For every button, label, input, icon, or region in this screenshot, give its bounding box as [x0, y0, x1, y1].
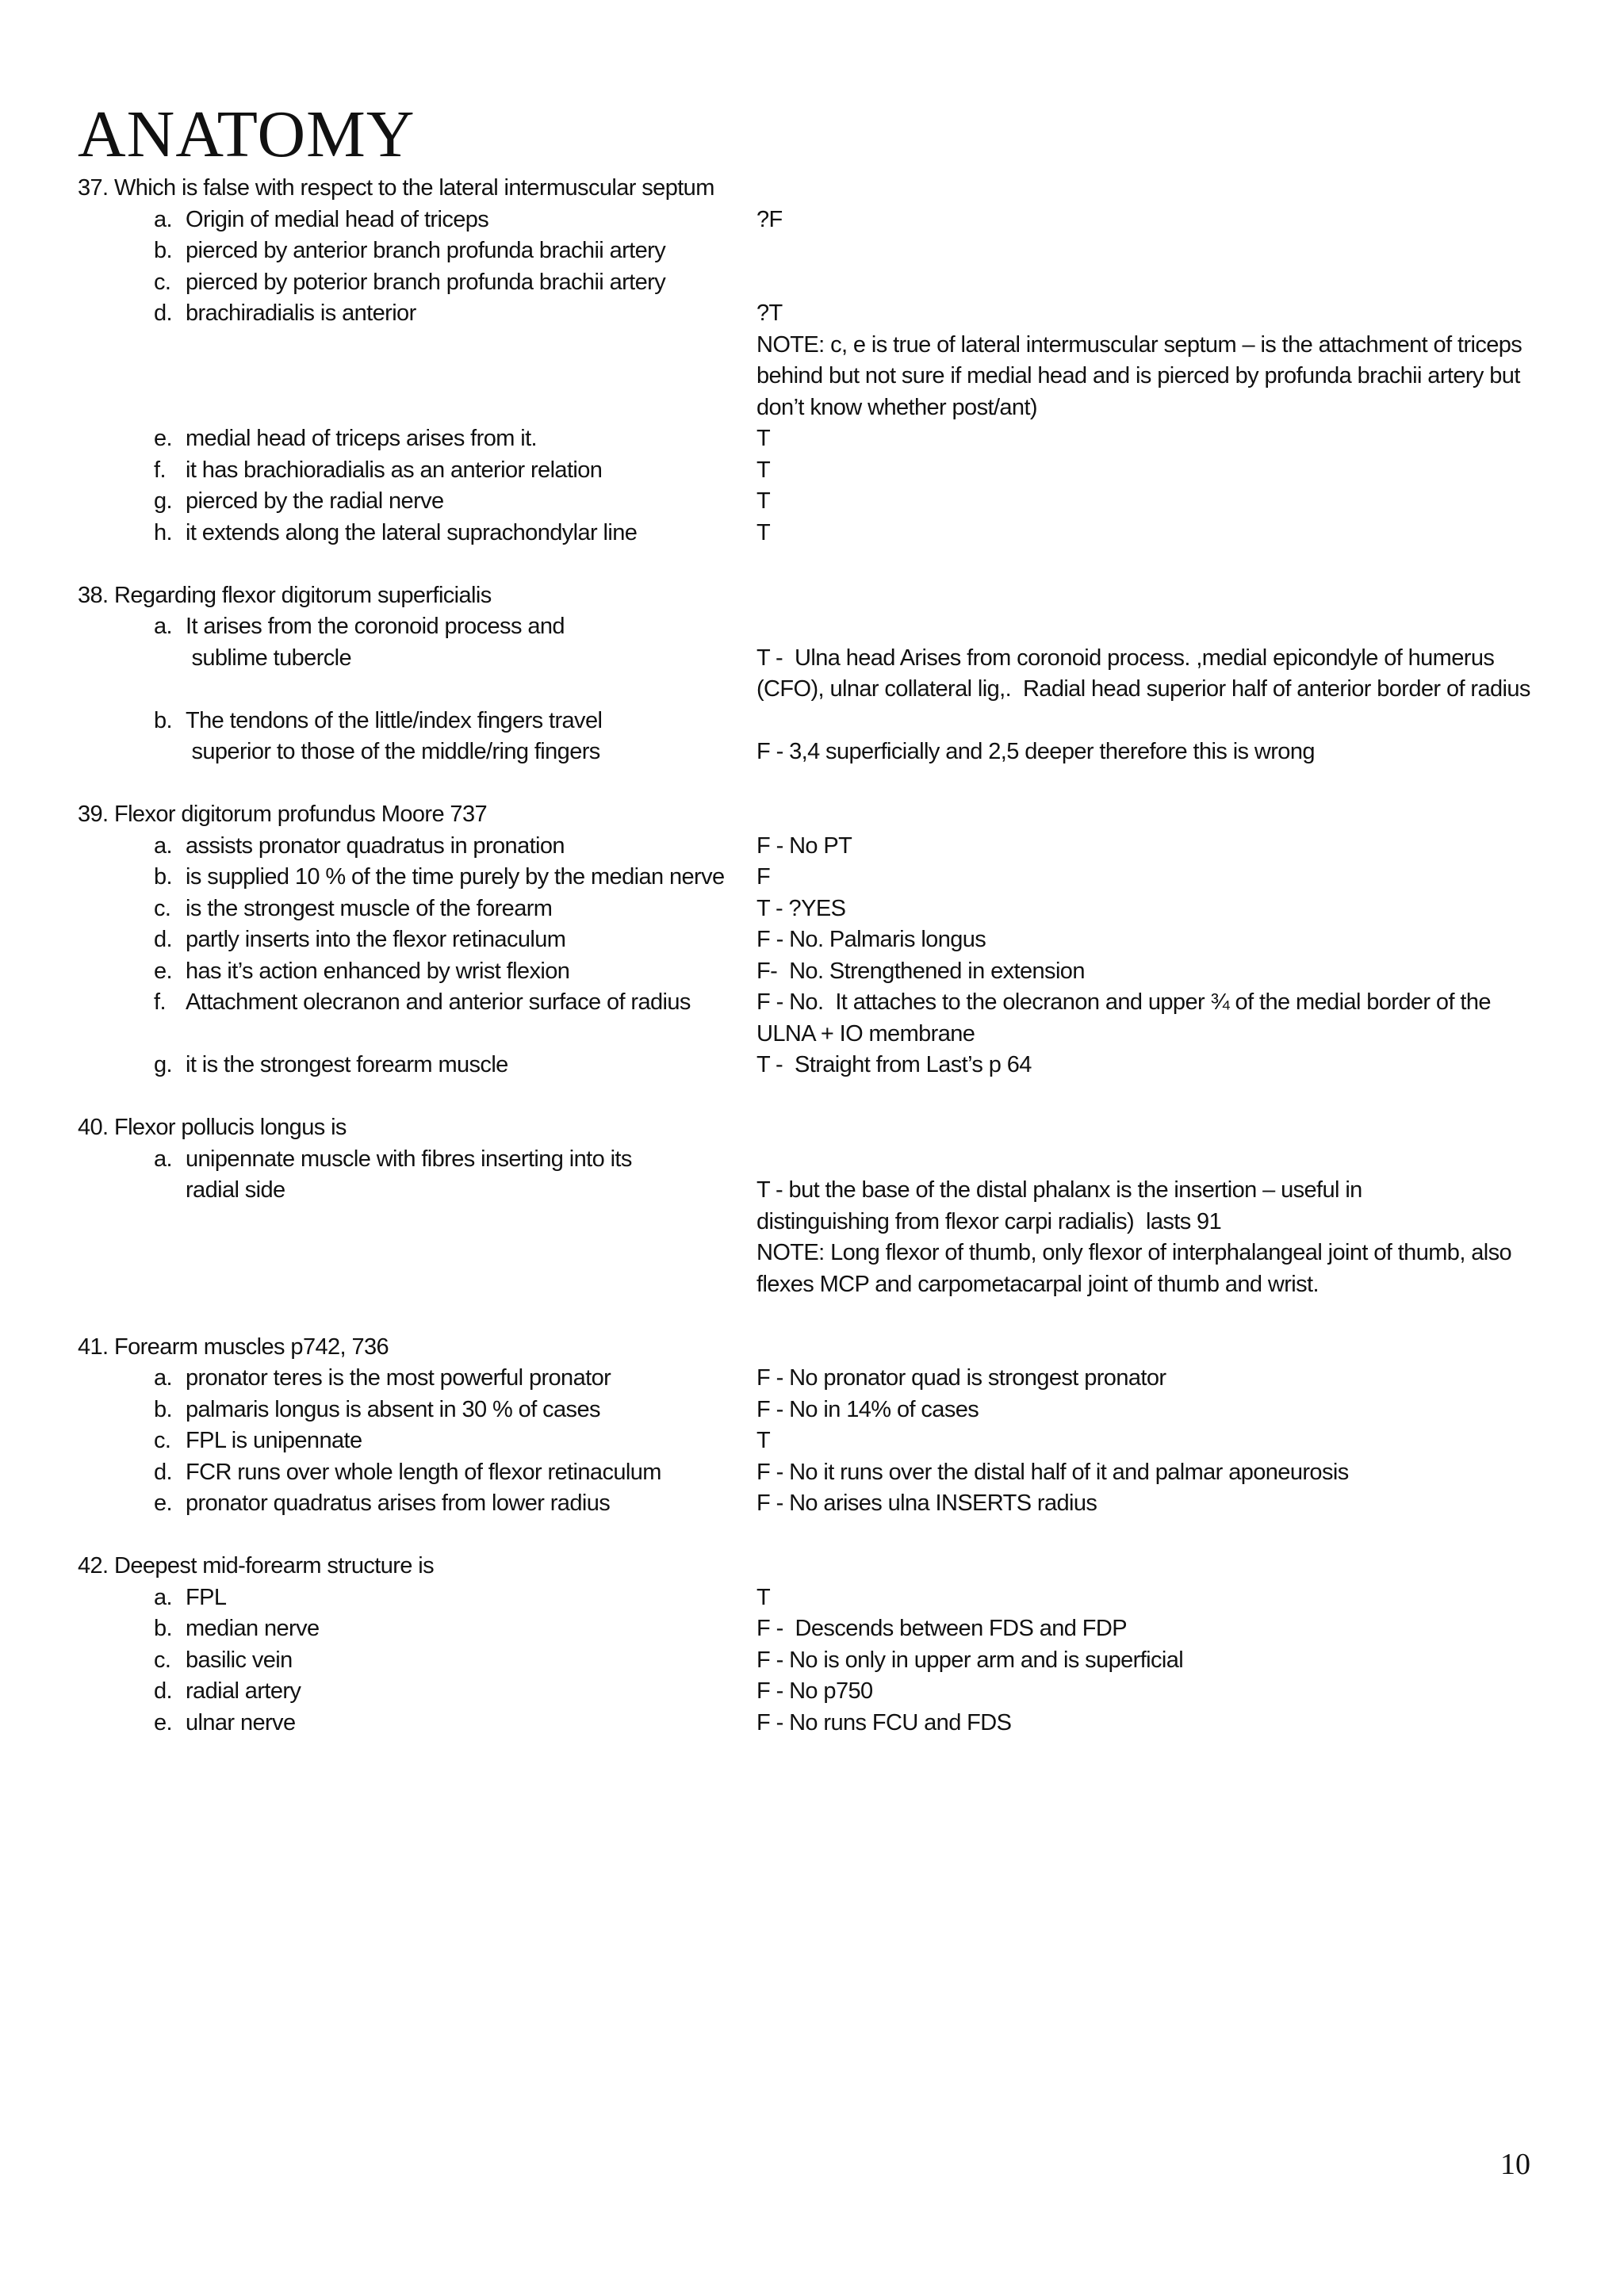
option-letter: [154, 330, 186, 362]
option-answer: T: [756, 457, 771, 483]
option-answer: T: [756, 519, 771, 545]
option-text: pierced by anterior branch profunda brachii artery: [186, 238, 666, 263]
option-letter: e.: [154, 1490, 172, 1516]
option-question: [78, 1144, 756, 1176]
option-letter: d.: [154, 300, 172, 326]
option-row: [78, 956, 1568, 988]
option-letter: h.: [154, 519, 172, 545]
option-row: [78, 205, 1568, 236]
option-letter: [154, 643, 186, 675]
option-letter: a.: [154, 1365, 172, 1391]
question-title: 41. Forearm muscles p742, 736: [78, 1334, 389, 1360]
option-letter: c.: [154, 895, 171, 921]
option-question: [78, 1175, 756, 1207]
option-row: [78, 298, 1568, 330]
option-answer: ?F: [756, 206, 783, 232]
option-question: [78, 1457, 756, 1489]
option-answer: F: [756, 864, 771, 890]
option-question: [78, 1582, 756, 1614]
option-row: [78, 1708, 1568, 1739]
page-heading: ANATOMY: [78, 98, 416, 171]
option-question: [78, 1207, 756, 1238]
option-question: [78, 1019, 756, 1050]
option-text: assists pronator quadratus in pronation: [186, 832, 565, 859]
option-row: [78, 1269, 1568, 1301]
option-answer: distinguishing from flexor carpi radialis) lasts 91: [756, 1208, 1222, 1234]
option-row: [78, 1645, 1568, 1677]
option-letter: d.: [154, 927, 172, 952]
option-question: [78, 706, 756, 737]
option-row: [78, 1175, 1568, 1207]
question-title: 42. Deepest mid-forearm structure is: [78, 1553, 435, 1578]
option-row: [78, 1395, 1568, 1426]
option-row: [78, 1488, 1568, 1520]
option-letter: [154, 737, 186, 768]
option-question: [78, 831, 756, 863]
option-row: [78, 831, 1568, 863]
option-answer: T: [756, 426, 771, 451]
option-answer: F - 3,4 superficially and 2,5 deeper therefore this is wrong: [756, 739, 1315, 764]
option-question: [78, 862, 756, 894]
option-letter: [154, 1019, 186, 1050]
question-block: [78, 799, 1568, 1081]
option-question: [78, 643, 756, 675]
option-answer: F - No p750: [756, 1678, 873, 1704]
option-text: pierced by poterior branch profunda brachii artery: [186, 269, 666, 295]
option-question: [78, 987, 756, 1019]
option-letter: g.: [154, 488, 172, 514]
option-question: [78, 267, 756, 299]
option-text: medial head of triceps arises from it.: [186, 426, 537, 451]
option-text: it extends along the lateral suprachondylar line: [186, 519, 638, 545]
option-row: [78, 894, 1568, 925]
option-text: radial side: [186, 1177, 285, 1203]
option-letter: a.: [154, 614, 172, 639]
option-question: [78, 1676, 756, 1708]
option-letter: a.: [154, 832, 172, 859]
option-text: is the strongest muscle of the forearm: [186, 895, 553, 921]
option-row: [78, 987, 1568, 1019]
option-letter: c.: [154, 1647, 171, 1673]
option-answer: F - No. Palmaris longus: [756, 927, 986, 952]
question-block: [78, 1112, 1568, 1300]
question-list: [78, 173, 1568, 1770]
option-row: [78, 518, 1568, 549]
option-text: palmaris longus is absent in 30 % of cases: [186, 1396, 600, 1422]
option-answer: flexes MCP and carpometacarpal joint of thumb and wrist.: [756, 1271, 1319, 1297]
option-text: pronator teres is the most powerful pronator: [186, 1365, 611, 1391]
option-answer: [756, 611, 1565, 643]
option-row: [78, 330, 1568, 362]
option-row: [78, 643, 1568, 675]
option-letter: e.: [154, 1709, 172, 1735]
option-answer: don’t know whether post/ant): [756, 394, 1037, 420]
option-question: [78, 205, 756, 236]
option-question: [78, 392, 756, 424]
option-row: [78, 611, 1568, 643]
option-letter: [154, 1269, 186, 1301]
option-letter: a.: [154, 1584, 172, 1610]
option-row: [78, 1050, 1568, 1081]
option-letter: e.: [154, 426, 172, 451]
option-letter: b.: [154, 1616, 172, 1641]
option-letter: [154, 1207, 186, 1238]
option-row: [78, 455, 1568, 487]
option-answer: T - Straight from Last’s p 64: [756, 1052, 1032, 1077]
option-text: FPL is unipennate: [186, 1428, 362, 1453]
option-text: it has brachioradialis as an anterior relation: [186, 457, 603, 483]
question-block: [78, 1551, 1568, 1739]
option-text: median nerve: [186, 1616, 320, 1641]
option-row: [78, 392, 1568, 424]
option-question: [78, 330, 756, 362]
option-letter: d.: [154, 1459, 172, 1485]
option-question: [78, 737, 756, 768]
option-answer: [756, 706, 1565, 737]
question-title: 37. Which is false with respect to the lateral intermuscular septum: [78, 175, 714, 201]
option-answer: [756, 1144, 1565, 1176]
option-row: [78, 1363, 1568, 1395]
option-text: unipennate muscle with fibres inserting into its: [186, 1146, 632, 1172]
question-block: [78, 173, 1568, 549]
option-answer: F - No is only in upper arm and is superficial: [756, 1647, 1184, 1673]
option-letter: [154, 361, 186, 392]
option-question: [78, 1269, 756, 1301]
option-row: [78, 267, 1568, 299]
option-text: brachiradialis is anterior: [186, 300, 416, 326]
option-text: pierced by the radial nerve: [186, 488, 444, 514]
option-answer: ULNA + IO membrane: [756, 1020, 975, 1047]
option-answer: T - ?YES: [756, 895, 846, 921]
option-row: [78, 1207, 1568, 1238]
option-answer: F- No. Strengthened in extension: [756, 958, 1085, 984]
question-block: [78, 1332, 1568, 1520]
option-row: [78, 1425, 1568, 1457]
option-question: [78, 956, 756, 988]
option-letter: [154, 674, 186, 706]
question-title: 38. Regarding flexor digitorum superficialis: [78, 582, 492, 608]
option-question: [78, 361, 756, 392]
option-question: [78, 455, 756, 487]
option-text: Attachment olecranon and anterior surface of radius: [186, 989, 691, 1015]
option-answer: F - No PT: [756, 832, 852, 859]
option-question: [78, 1613, 756, 1645]
option-text: is supplied 10 % of the time purely by the median nerve: [186, 864, 725, 890]
option-text: sublime tubercle: [186, 645, 352, 671]
option-text: partly inserts into the flexor retinaculum: [186, 927, 566, 952]
option-answer: F - No runs FCU and FDS: [756, 1709, 1012, 1735]
option-text: The tendons of the little/index fingers travel: [186, 707, 603, 733]
question-title: 39. Flexor digitorum profundus Moore 737: [78, 802, 488, 827]
option-row: [78, 1144, 1568, 1176]
option-question: [78, 1425, 756, 1457]
option-row: [78, 1613, 1568, 1645]
option-answer: NOTE: c, e is true of lateral intermuscular septum – is the attachment of triceps: [756, 331, 1522, 358]
option-letter: [154, 1238, 186, 1269]
option-letter: f.: [154, 989, 166, 1015]
option-letter: c.: [154, 269, 171, 295]
option-row: [78, 1238, 1568, 1269]
option-answer: T - but the base of the distal phalanx is the insertion – useful in: [756, 1177, 1362, 1203]
option-letter: g.: [154, 1052, 172, 1077]
option-text: radial artery: [186, 1678, 301, 1704]
option-row: [78, 1676, 1568, 1708]
option-answer: NOTE: Long flexor of thumb, only flexor of interphalangeal joint of thumb, also: [756, 1240, 1512, 1265]
option-letter: e.: [154, 958, 172, 984]
option-answer: F - No pronator quad is strongest pronator: [756, 1365, 1166, 1391]
option-row: [78, 1457, 1568, 1489]
option-question: [78, 924, 756, 956]
option-text: FCR runs over whole length of flexor retinaculum: [186, 1459, 661, 1485]
option-question: [78, 674, 756, 706]
option-question: [78, 1645, 756, 1677]
option-row: [78, 924, 1568, 956]
option-letter: d.: [154, 1678, 172, 1704]
option-answer: [756, 267, 1565, 299]
option-question: [78, 1488, 756, 1520]
option-row: [78, 674, 1568, 706]
option-question: [78, 1238, 756, 1269]
option-answer: F - Descends between FDS and FDP: [756, 1616, 1127, 1641]
option-answer: [756, 235, 1565, 267]
option-answer: F - No. It attaches to the olecranon and upper ¾ of the medial border of the: [756, 989, 1491, 1015]
option-question: [78, 611, 756, 643]
option-answer: T: [756, 488, 771, 514]
option-text: has it’s action enhanced by wrist flexion: [186, 958, 570, 984]
option-answer: T - Ulna head Arises from coronoid process. ,medial epicondyle of humerus: [756, 645, 1495, 671]
option-answer: F - No arises ulna INSERTS radius: [756, 1490, 1097, 1516]
option-text: It arises from the coronoid process and: [186, 614, 565, 639]
option-row: [78, 361, 1568, 392]
option-question: [78, 235, 756, 267]
option-text: ulnar nerve: [186, 1709, 296, 1735]
option-letter: b.: [154, 238, 172, 263]
option-row: [78, 486, 1568, 518]
option-letter: f.: [154, 457, 166, 483]
page-number: 10: [1500, 2148, 1530, 2181]
option-question: [78, 1708, 756, 1739]
option-answer: ?T: [756, 300, 783, 326]
question-block: [78, 580, 1568, 768]
option-letter: a.: [154, 206, 172, 232]
option-answer: F - No it runs over the distal half of it and palmar aponeurosis: [756, 1459, 1349, 1485]
option-question: [78, 894, 756, 925]
option-text: it is the strongest forearm muscle: [186, 1052, 508, 1077]
option-question: [78, 1395, 756, 1426]
option-question: [78, 486, 756, 518]
option-row: [78, 423, 1568, 455]
option-row: [78, 862, 1568, 894]
option-row: [78, 1582, 1568, 1614]
option-question: [78, 423, 756, 455]
option-text: Origin of medial head of triceps: [186, 206, 489, 232]
option-question: [78, 1363, 756, 1395]
option-letter: [154, 392, 186, 424]
option-letter: b.: [154, 864, 172, 890]
option-question: [78, 298, 756, 330]
option-row: [78, 706, 1568, 737]
option-letter: b.: [154, 707, 172, 733]
option-question: [78, 518, 756, 549]
option-row: [78, 235, 1568, 267]
option-letter: a.: [154, 1146, 172, 1172]
option-row: [78, 737, 1568, 768]
option-text: superior to those of the middle/ring fingers: [186, 739, 600, 764]
option-answer: (CFO), ulnar collateral lig,. Radial head superior half of anterior border of radius: [756, 676, 1530, 702]
option-answer: T: [756, 1584, 771, 1610]
option-answer: F - No in 14% of cases: [756, 1396, 979, 1422]
option-letter: [154, 1175, 186, 1207]
option-letter: b.: [154, 1396, 172, 1422]
option-row: [78, 1019, 1568, 1050]
option-question: [78, 1050, 756, 1081]
option-text: basilic vein: [186, 1647, 293, 1673]
option-text: FPL: [186, 1584, 227, 1610]
option-letter: c.: [154, 1428, 171, 1453]
option-answer: T: [756, 1428, 771, 1453]
option-text: pronator quadratus arises from lower radius: [186, 1490, 611, 1516]
question-title: 40. Flexor pollucis longus is: [78, 1115, 347, 1140]
option-answer: behind but not sure if medial head and is pierced by profunda brachii artery but: [756, 363, 1520, 388]
